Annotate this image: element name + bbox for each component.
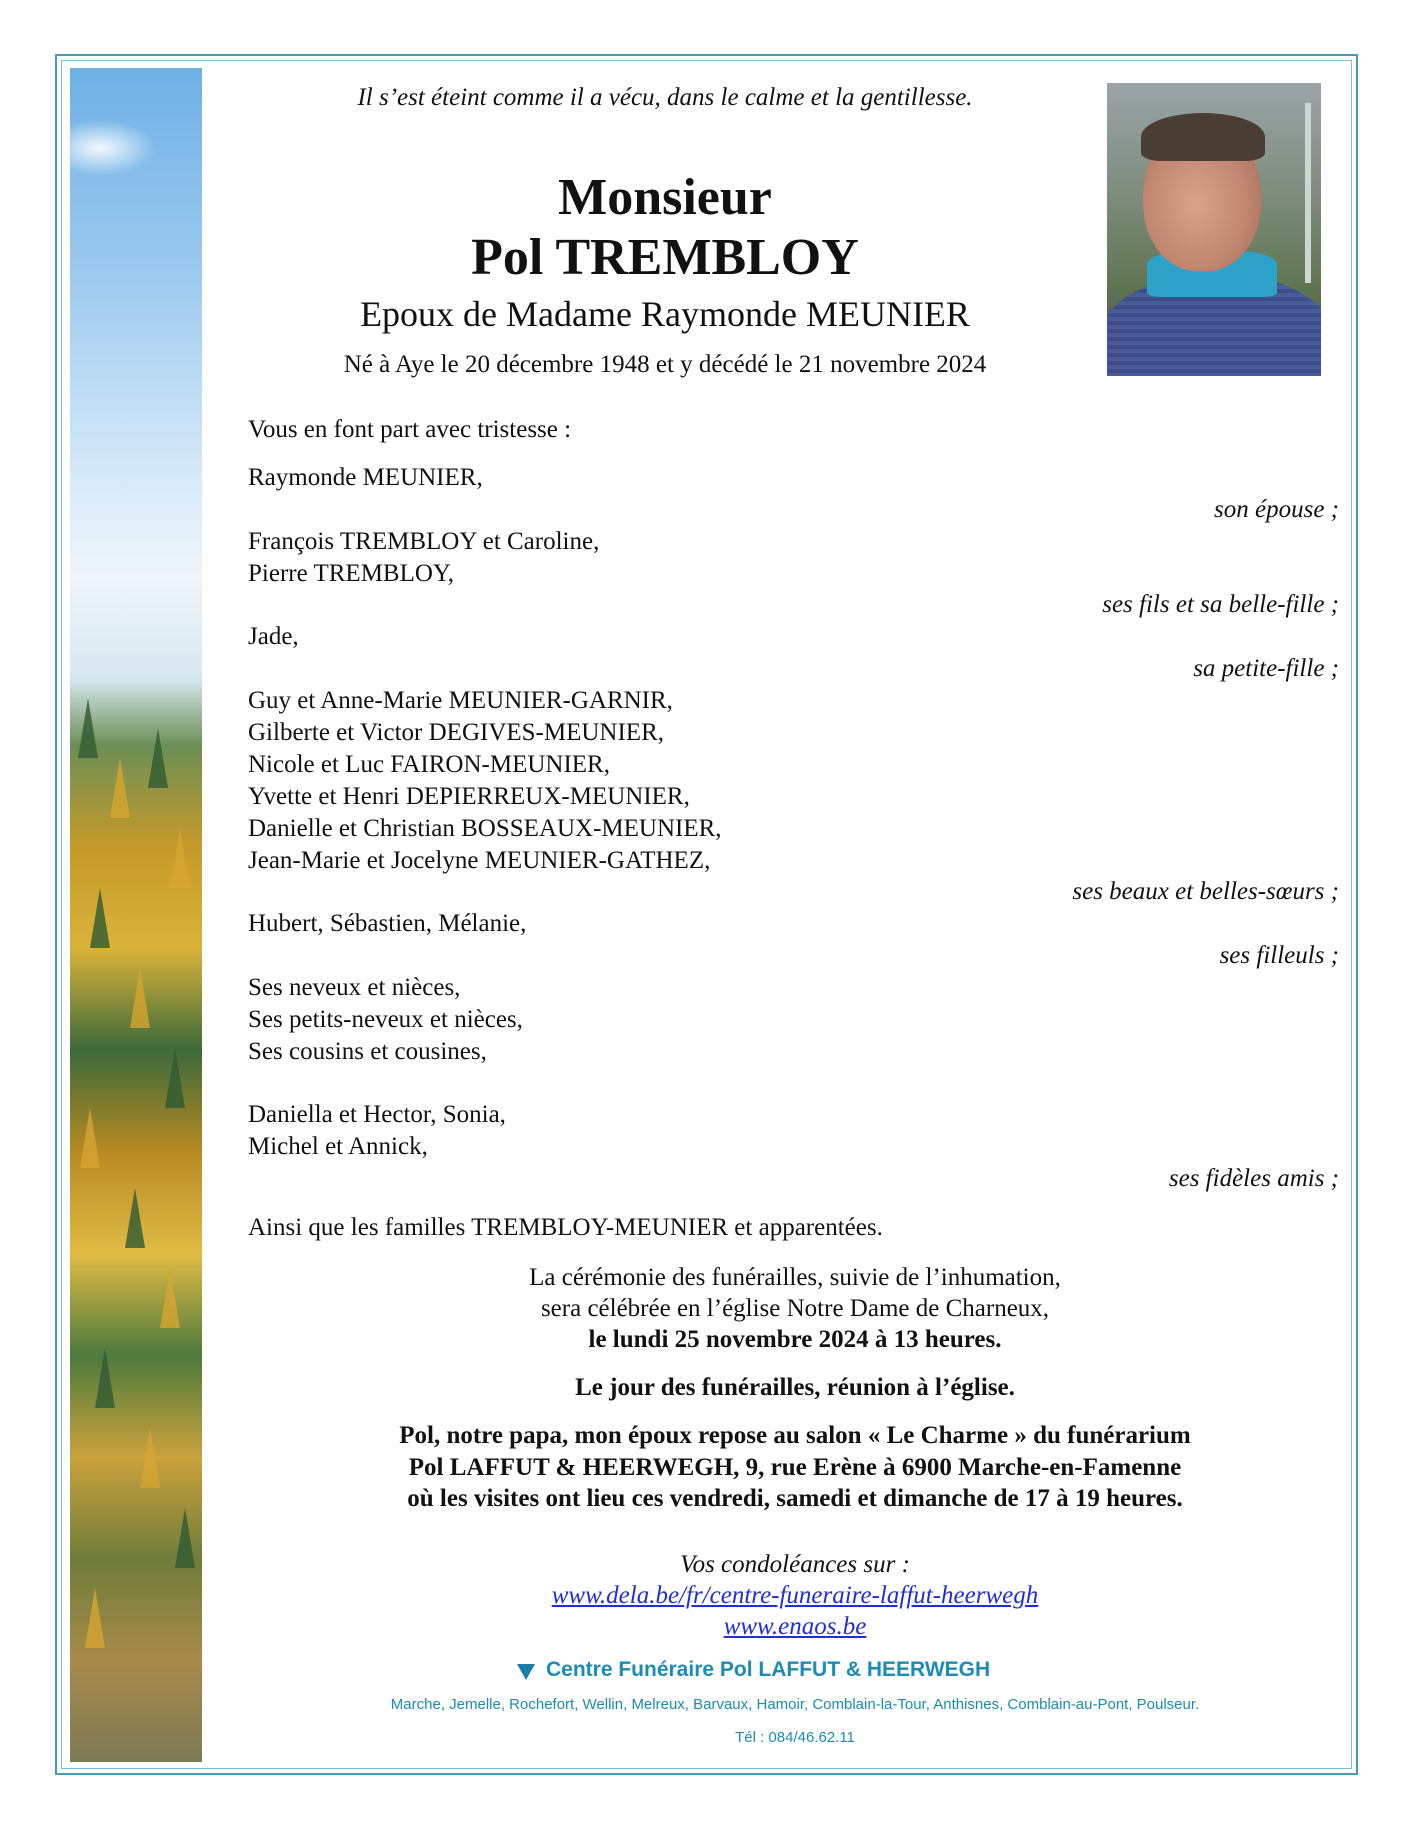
family-name: Ses neveux et nièces, xyxy=(248,974,461,1001)
family-name: Jade, xyxy=(248,623,299,650)
triangle-down-icon xyxy=(517,1664,535,1680)
family-name: Jean-Marie et Jocelyne MEUNIER-GATHEZ, xyxy=(248,847,711,874)
condolences-link-enaos[interactable]: www.enaos.be xyxy=(723,1613,867,1640)
company-name: Centre Funéraire Pol LAFFUT & HEERWEGH xyxy=(546,1658,991,1681)
family-name: Hubert, Sébastien, Mélanie, xyxy=(248,910,527,937)
meeting-line: Le jour des funérailles, réunion à l’église. xyxy=(575,1374,1015,1401)
branch-locations: Marche, Jemelle, Rochefort, Wellin, Melreux, Barvaux, Hamoir, Comblain-la-Tour, Anthisnes, Comblain-au-Pont, Poulseur. xyxy=(390,1696,1200,1713)
relation-label: ses fils et sa belle-fille ; xyxy=(1102,591,1339,618)
title-monsieur: Monsieur xyxy=(558,169,772,226)
portrait-photo xyxy=(1107,83,1321,376)
family-name: Pierre TREMBLOY, xyxy=(248,560,455,587)
relation-label: ses filleuls ; xyxy=(1219,942,1339,969)
intro-line: Vous en font part avec tristesse : xyxy=(248,416,572,443)
family-name: Nicole et Luc FAIRON-MEUNIER, xyxy=(248,751,610,778)
ceremony-line-2: sera célébrée en l’église Notre Dame de Charneux, xyxy=(540,1295,1050,1322)
relation-label: son épouse ; xyxy=(1214,496,1339,523)
phone-number: Tél : 084/46.62.11 xyxy=(735,1729,855,1746)
ceremony-date: le lundi 25 novembre 2024 à 13 heures. xyxy=(588,1326,1002,1353)
family-name: Daniella et Hector, Sonia, xyxy=(248,1101,506,1128)
family-name: François TREMBLOY et Caroline, xyxy=(248,528,600,555)
spouse-line: Epoux de Madame Raymonde MEUNIER xyxy=(360,294,970,334)
visit-line-2: Pol LAFFUT & HEERWEGH, 9, rue Erène à 6900 Marche-en-Famenne xyxy=(408,1454,1182,1481)
family-name: Danielle et Christian BOSSEAUX-MEUNIER, xyxy=(248,815,722,842)
dates-line: Né à Aye le 20 décembre 1948 et y décédé le 21 novembre 2024 xyxy=(343,351,987,378)
visit-line-3: où les visites ont lieu ces vendredi, samedi et dimanche de 17 à 19 heures. xyxy=(407,1485,1183,1512)
condolences-label: Vos condoléances sur : xyxy=(680,1551,910,1578)
families-line: Ainsi que les familles TREMBLOY-MEUNIER et apparentées. xyxy=(248,1214,883,1241)
relation-label: ses fidèles amis ; xyxy=(1168,1165,1339,1192)
family-name: Michel et Annick, xyxy=(248,1133,428,1160)
visit-line-1: Pol, notre papa, mon époux repose au salon « Le Charme » du funérarium xyxy=(399,1422,1191,1449)
relation-label: ses beaux et belles-sœurs ; xyxy=(1072,878,1339,905)
family-name: Raymonde MEUNIER, xyxy=(248,464,483,491)
family-name: Guy et Anne-Marie MEUNIER-GARNIR, xyxy=(248,687,673,714)
family-name: Ses petits-neveux et nièces, xyxy=(248,1006,523,1033)
epitaph: Il s’est éteint comme il a vécu, dans le calme et la gentillesse. xyxy=(357,84,973,111)
relation-label: sa petite-fille ; xyxy=(1193,655,1339,682)
ceremony-line-1: La cérémonie des funérailles, suivie de l’inhumation, xyxy=(529,1264,1061,1291)
family-name: Gilberte et Victor DEGIVES-MEUNIER, xyxy=(248,719,665,746)
family-name: Ses cousins et cousines, xyxy=(248,1038,487,1065)
deceased-name: Pol TREMBLOY xyxy=(471,229,859,286)
family-name: Yvette et Henri DEPIERREUX-MEUNIER, xyxy=(248,783,690,810)
condolences-link-dela[interactable]: www.dela.be/fr/centre-funeraire-laffut-heerwegh xyxy=(551,1582,1039,1609)
landscape-strip-image xyxy=(70,68,202,1762)
